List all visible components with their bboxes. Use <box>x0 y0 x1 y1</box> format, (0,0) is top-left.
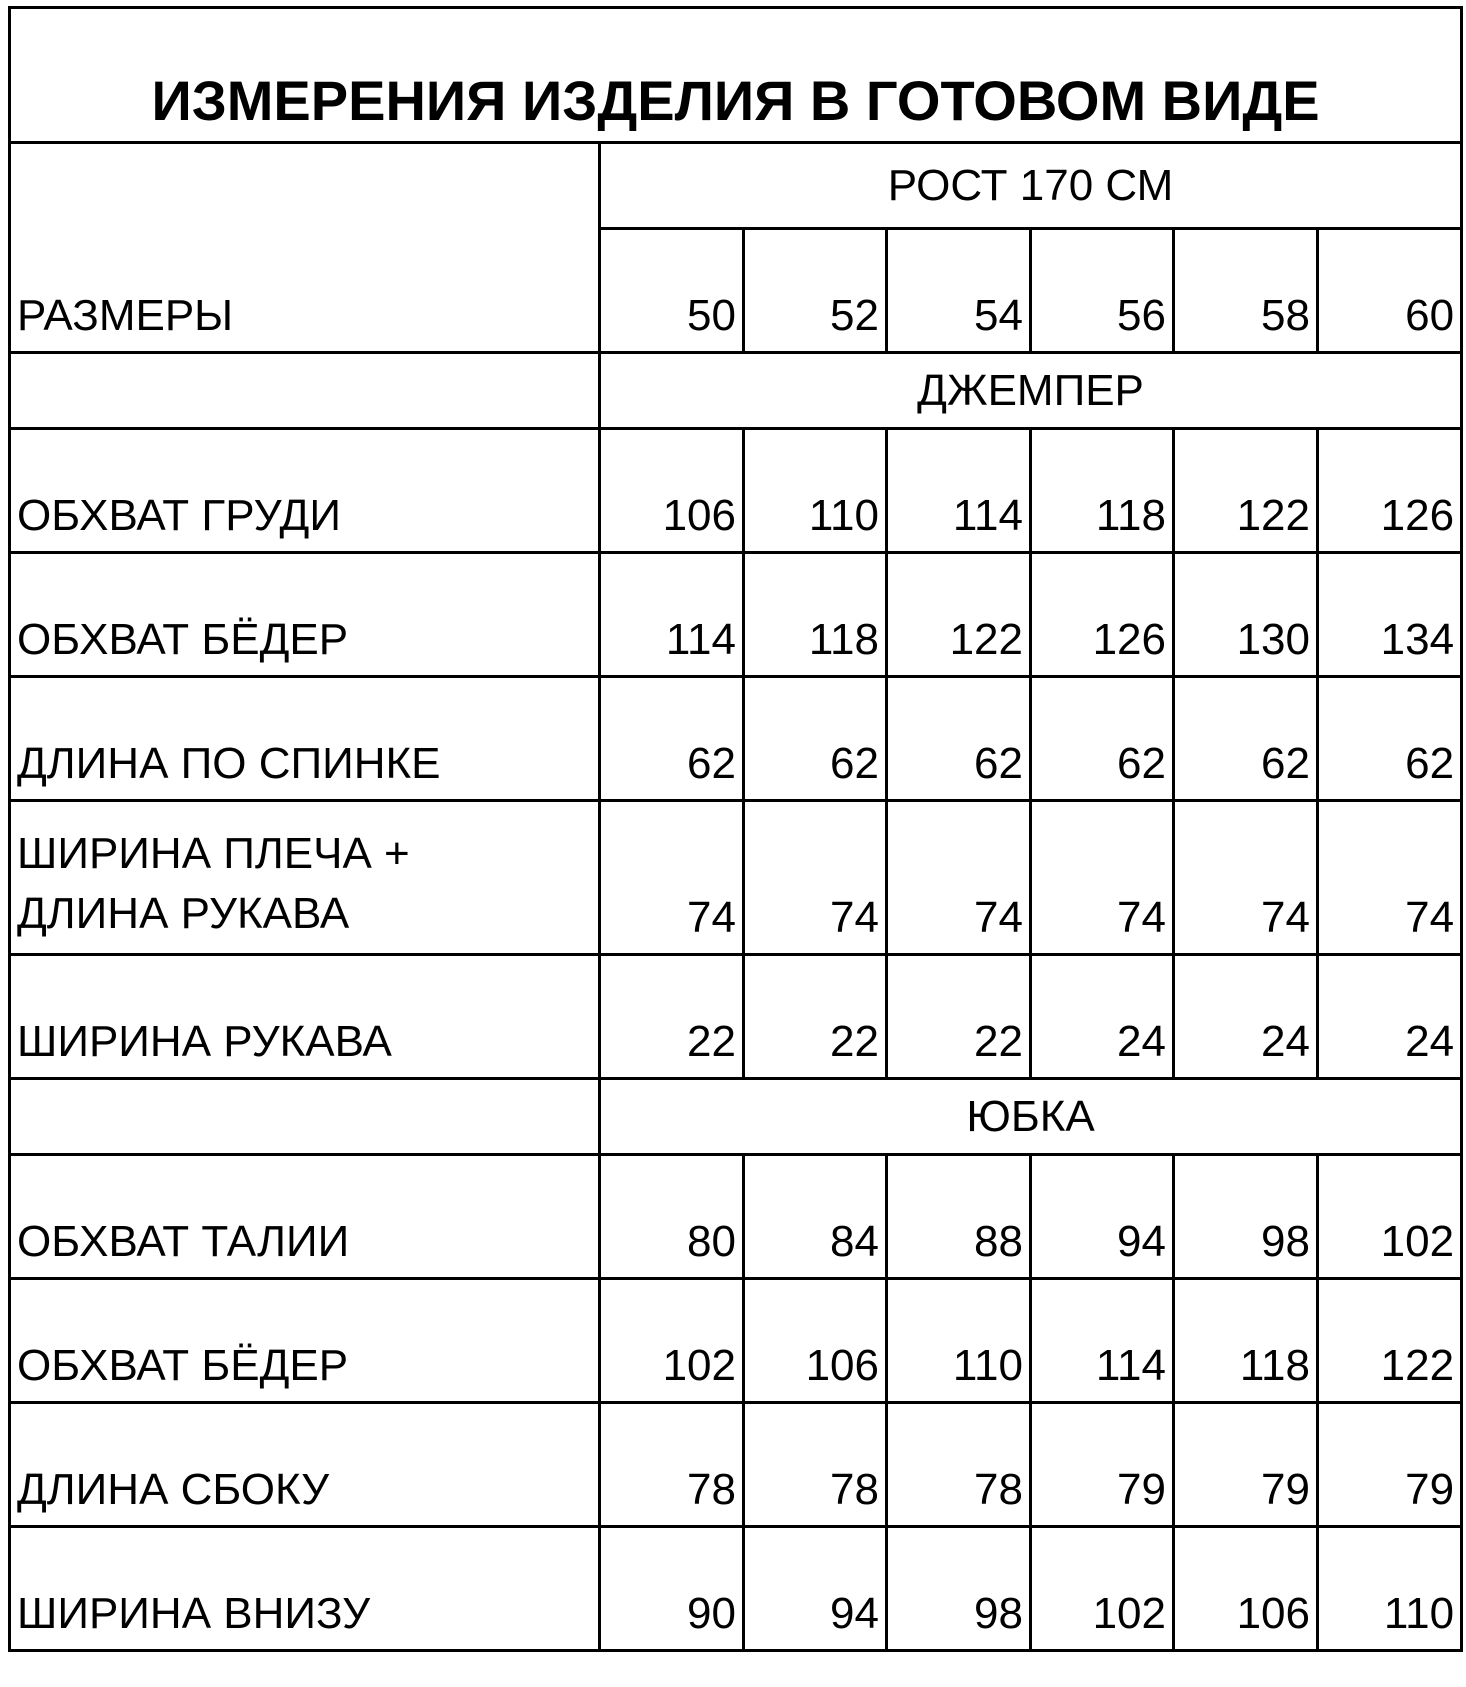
table-cell: 122 <box>1174 429 1318 553</box>
table-cell: 78 <box>887 1403 1031 1527</box>
table-row <box>10 677 1462 801</box>
size-chart-table <box>8 6 1463 1652</box>
table-cell: 94 <box>744 1527 887 1651</box>
height-label: РОСТ 170 СМ <box>600 143 1462 229</box>
table-cell: 102 <box>1318 1155 1462 1279</box>
row-label-line: ШИРИНА ПЛЕЧА + <box>17 829 410 879</box>
table-cell: 114 <box>600 553 744 677</box>
table-cell: 90 <box>600 1527 744 1651</box>
table-row <box>10 955 1462 1079</box>
size-header: 54 <box>887 229 1031 353</box>
table-cell: 79 <box>1318 1403 1462 1527</box>
section-title: ЮБКА <box>600 1079 1462 1155</box>
table-cell: 78 <box>600 1403 744 1527</box>
row-label: ДЛИНА ПО СПИНКЕ <box>10 677 600 801</box>
table-cell: 114 <box>887 429 1031 553</box>
table-cell: 98 <box>887 1527 1031 1651</box>
table-cell: 126 <box>1318 429 1462 553</box>
table-cell: 110 <box>1318 1527 1462 1651</box>
table-cell: 106 <box>600 429 744 553</box>
table-cell: 24 <box>1174 955 1318 1079</box>
table-cell: 79 <box>1174 1403 1318 1527</box>
empty-cell <box>10 353 600 429</box>
row-label: ОБХВАТ БЁДЕР <box>10 553 600 677</box>
row-label: ДЛИНА СБОКУ <box>10 1403 600 1527</box>
table-cell: 62 <box>600 677 744 801</box>
table-cell: 102 <box>600 1279 744 1403</box>
row-label: ШИРИНА РУКАВА <box>10 955 600 1079</box>
table-row <box>10 1155 1462 1279</box>
table-row <box>10 1527 1462 1651</box>
table-cell: 126 <box>1031 553 1174 677</box>
table-cell: 88 <box>887 1155 1031 1279</box>
table-cell: 110 <box>744 429 887 553</box>
table-cell: 62 <box>887 677 1031 801</box>
sizes-label: РАЗМЕРЫ <box>10 143 600 353</box>
table-cell: 24 <box>1318 955 1462 1079</box>
size-header: 60 <box>1318 229 1462 353</box>
table-row <box>10 1279 1462 1403</box>
table-cell: 118 <box>1031 429 1174 553</box>
table-cell: 110 <box>887 1279 1031 1403</box>
table-cell: 106 <box>744 1279 887 1403</box>
section-header-row <box>10 1079 1462 1155</box>
table-cell: 24 <box>1031 955 1174 1079</box>
table-cell: 122 <box>887 553 1031 677</box>
table-cell: 22 <box>744 955 887 1079</box>
table-cell: 114 <box>1031 1279 1174 1403</box>
title-row <box>10 8 1462 143</box>
table-cell: 62 <box>1031 677 1174 801</box>
size-header: 56 <box>1031 229 1174 353</box>
table-cell: 74 <box>600 801 744 955</box>
table-cell: 79 <box>1031 1403 1174 1527</box>
size-header: 50 <box>600 229 744 353</box>
table-row <box>10 429 1462 553</box>
size-header: 58 <box>1174 229 1318 353</box>
row-label: ОБХВАТ ТАЛИИ <box>10 1155 600 1279</box>
table-cell: 78 <box>744 1403 887 1527</box>
table-cell: 84 <box>744 1155 887 1279</box>
table-cell: 102 <box>1031 1527 1174 1651</box>
table-cell: 118 <box>1174 1279 1318 1403</box>
table-cell: 74 <box>1031 801 1174 955</box>
row-label <box>10 801 600 955</box>
size-header: 52 <box>744 229 887 353</box>
row-label: ШИРИНА ВНИЗУ <box>10 1527 600 1651</box>
table-cell: 118 <box>744 553 887 677</box>
table-cell: 130 <box>1174 553 1318 677</box>
row-label: ОБХВАТ ГРУДИ <box>10 429 600 553</box>
table-row <box>10 1403 1462 1527</box>
table-cell: 62 <box>744 677 887 801</box>
empty-cell <box>10 1079 600 1155</box>
table-cell: 122 <box>1318 1279 1462 1403</box>
table-cell: 62 <box>1174 677 1318 801</box>
table-row <box>10 553 1462 677</box>
row-label: ОБХВАТ БЁДЕР <box>10 1279 600 1403</box>
page-title: ИЗМЕРЕНИЯ ИЗДЕЛИЯ В ГОТОВОМ ВИДЕ <box>10 8 1462 143</box>
table-cell: 98 <box>1174 1155 1318 1279</box>
row-label-line: ДЛИНА РУКАВА <box>17 888 350 938</box>
height-row <box>10 143 1462 229</box>
section-title: ДЖЕМПЕР <box>600 353 1462 429</box>
table-cell: 134 <box>1318 553 1462 677</box>
table-cell: 74 <box>1318 801 1462 955</box>
table-cell: 74 <box>1174 801 1318 955</box>
table-cell: 62 <box>1318 677 1462 801</box>
table-cell: 106 <box>1174 1527 1318 1651</box>
table-cell: 22 <box>600 955 744 1079</box>
table-row <box>10 801 1462 955</box>
table-cell: 22 <box>887 955 1031 1079</box>
table-cell: 74 <box>744 801 887 955</box>
section-header-row <box>10 353 1462 429</box>
table-cell: 74 <box>887 801 1031 955</box>
table-cell: 94 <box>1031 1155 1174 1279</box>
table-cell: 80 <box>600 1155 744 1279</box>
